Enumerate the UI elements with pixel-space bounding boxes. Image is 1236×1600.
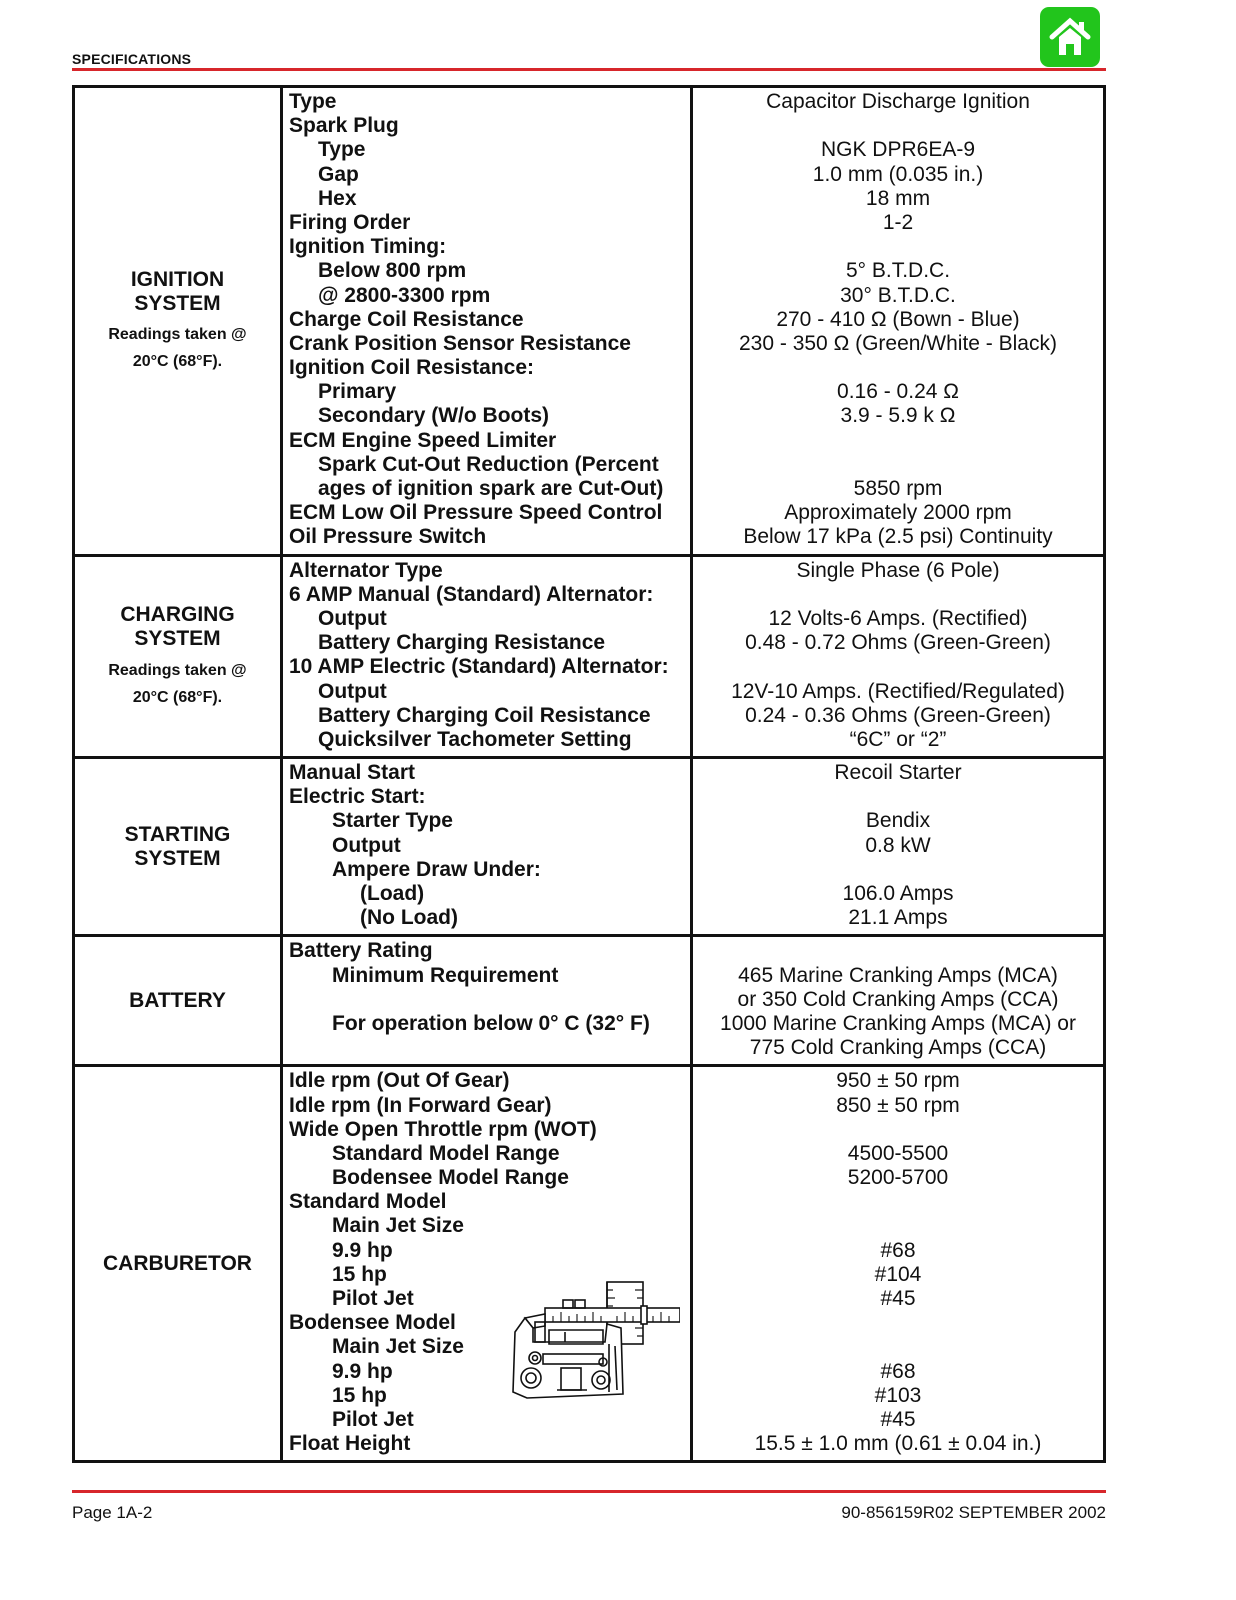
category-title-line: BATTERY [129,988,226,1012]
spec-label-column [283,937,693,1064]
spec-label: Crank Position Sensor Resistance [289,331,631,355]
spec-label: 6 AMP Manual (Standard) Alternator: [289,582,654,606]
spec-label: Ignition Coil Resistance: [289,356,535,380]
category-title-line: IGNITION [130,267,225,291]
section-category [75,88,283,554]
spec-value [693,785,1103,809]
spec-value [693,1214,1103,1238]
spec-value [693,114,1103,138]
spec-label: Oil Pressure Switch [289,525,487,549]
spec-value: 30° B.T.D.C. [840,283,956,307]
spec-label: Quicksilver Tachometer Setting [318,727,632,751]
category-title-line: SYSTEM [134,846,221,870]
spec-label: 10 AMP Electric (Standard) Alternator: [289,655,669,679]
spec-value-column [693,937,1103,1064]
page-header-title: SPECIFICATIONS [72,51,192,67]
category-note-line: 20°C (68°F). [132,688,223,706]
spec-value: 15.5 ± 1.0 mm (0.61 ± 0.04 in.) [754,1432,1042,1456]
spec-label: ages of ignition spark are Cut-Out) [318,477,664,500]
spec-label: Gap [318,162,359,186]
spec-value: or 350 Cold Cranking Amps (CCA) [737,987,1059,1011]
spec-label: Bodensee Model [289,1311,456,1335]
spec-value: 0.24 - 0.36 Ohms (Green-Green) [745,703,1051,727]
spec-label: Standard Model Range [332,1141,560,1165]
footer-rule [72,1490,1106,1493]
spec-label: Idle rpm (In Forward Gear) [289,1093,552,1117]
spec-value [693,1335,1103,1359]
spec-label: Starter Type [332,809,453,833]
spec-label: 15 hp [332,1383,387,1407]
spec-label: Float Height [289,1432,411,1456]
carburetor-illustration-container [505,1262,680,1407]
spec-label: Spark Plug [289,114,399,138]
spec-value: Approximately 2000 rpm [784,501,1012,525]
spec-value [693,1118,1103,1142]
spec-value-column [693,88,1103,554]
spec-label: Idle rpm (Out Of Gear) [289,1069,510,1093]
spec-value: Bendix [865,809,931,833]
spec-section-charging-system [75,554,1103,757]
spec-label [289,1036,690,1060]
spec-value [693,453,1103,477]
spec-value: 21.1 Amps [848,906,948,930]
spec-value [693,583,1103,607]
spec-value: 270 - 410 Ω (Bown - Blue) [776,307,1020,331]
spec-label: Battery Charging Coil Resistance [318,703,651,727]
spec-value: “6C” or “2” [849,727,947,751]
spec-value [693,429,1103,453]
spec-label-column [283,759,693,934]
spec-label-column [283,1067,693,1460]
spec-label: Wide Open Throttle rpm (WOT) [289,1117,597,1141]
spec-label: @ 2800-3300 rpm [318,283,491,307]
spec-label: Below 800 rpm [318,259,467,283]
spec-label: Firing Order [289,210,411,234]
spec-value: #45 [880,1407,916,1431]
category-note-line: Readings taken @ [108,661,247,679]
spec-value: 5° B.T.D.C. [845,259,951,283]
spec-label: (No Load) [360,906,458,930]
spec-label: Ignition Timing: [289,235,447,259]
spec-value: 0.16 - 0.24 Ω [837,380,959,404]
spec-section-starting-system [75,756,1103,934]
spec-label: Alternator Type [289,558,443,582]
spec-value: #103 [874,1383,922,1407]
spec-value: 5850 rpm [853,477,943,500]
spec-value [693,939,1103,963]
spec-label: Spark Cut-Out Reduction (Percent [318,452,659,476]
spec-value: 1.0 mm (0.035 in.) [812,162,984,186]
spec-label: Main Jet Size [332,1335,464,1359]
spec-label: ECM Engine Speed Limiter [289,428,557,452]
spec-value: Recoil Starter [834,761,962,785]
spec-value: 775 Cold Cranking Amps (CCA) [749,1036,1047,1060]
category-title-line: SYSTEM [134,627,221,651]
category-title-line: CARBURETOR [103,1251,252,1275]
home-button[interactable] [1040,7,1100,67]
footer-page-number: Page 1A-2 [72,1503,153,1522]
spec-label: Secondary (W/o Boots) [318,404,550,428]
spec-label: ECM Low Oil Pressure Speed Control [289,501,663,525]
spec-label: Charge Coil Resistance [289,307,524,331]
spec-value: 12 Volts-6 Amps. (Rectified) [768,606,1028,630]
spec-label: Type [318,138,366,162]
spec-value [693,858,1103,882]
spec-value: 465 Marine Cranking Amps (MCA) [738,963,1058,987]
spec-label: For operation below 0° C (32° F) [332,1011,650,1035]
spec-value [693,655,1103,679]
spec-value [693,235,1103,259]
category-title-line: STARTING [124,822,231,846]
spec-value: #68 [880,1359,916,1383]
category-title-line: SYSTEM [134,291,221,315]
spec-value: 5200-5700 [847,1166,949,1190]
spec-label: Output [318,679,387,703]
spec-label: Standard Model [289,1190,447,1214]
spec-label: Electric Start: [289,785,426,809]
spec-label: Manual Start [289,761,416,785]
spec-value: 0.8 kW [865,833,931,857]
spec-value: 950 ± 50 rpm [836,1069,960,1093]
spec-label: Ampere Draw Under: [332,857,541,881]
section-category [75,937,283,1064]
spec-value: Capacitor Discharge Ignition [766,90,1030,113]
spec-value: #68 [880,1238,916,1262]
spec-label [289,988,690,1012]
spec-value: Single Phase (6 Pole) [796,558,1000,582]
spec-value: 1-2 [882,210,914,234]
spec-label: Output [332,833,401,857]
spec-value [693,1311,1103,1335]
spec-value: #45 [880,1287,916,1310]
spec-value: 3.9 - 5.9 k Ω [840,404,956,428]
specifications-table [72,85,1106,1463]
spec-label: Minimum Requirement [332,963,559,987]
spec-value-column [693,1067,1103,1460]
carburetor-illustration [505,1262,680,1402]
spec-value: 4500-5500 [847,1141,949,1165]
spec-value: 0.48 - 0.72 Ohms (Green-Green) [745,631,1051,655]
spec-value-column [693,557,1103,757]
spec-label-column [283,557,693,757]
spec-value: 230 - 350 Ω (Green/White - Black) [739,331,1057,355]
spec-value: NGK DPR6EA-9 [820,138,976,162]
spec-value: Below 17 kPa (2.5 psi) Continuity [743,525,1053,549]
spec-value: 850 ± 50 rpm [836,1093,960,1117]
spec-value [693,356,1103,380]
spec-section-battery [75,934,1103,1064]
spec-label: Pilot Jet [332,1407,414,1431]
home-icon [1048,15,1092,59]
spec-label: Type [289,90,337,113]
spec-label: (Load) [360,882,425,905]
spec-label: Battery Rating [289,939,433,963]
spec-label: Bodensee Model Range [332,1166,569,1190]
spec-label-column [283,88,693,554]
section-category [75,557,283,757]
spec-label: Pilot Jet [332,1287,414,1310]
spec-value [693,1190,1103,1214]
spec-value: #104 [874,1262,922,1286]
spec-label: Hex [318,186,357,210]
spec-label: Output [318,606,387,630]
spec-label: Main Jet Size [332,1214,464,1238]
spec-value-column [693,759,1103,934]
spec-label: Battery Charging Resistance [318,631,606,655]
footer-document-reference: 90-856159R02 SEPTEMBER 2002 [841,1503,1106,1522]
category-note-line: 20°C (68°F). [132,352,223,370]
section-category [75,1067,283,1460]
spec-section-carburetor [75,1064,1103,1460]
spec-value: 1000 Marine Cranking Amps (MCA) or [720,1011,1076,1035]
header-rule [72,68,1106,71]
spec-value: 12V-10 Amps. (Rectified/Regulated) [731,679,1065,703]
spec-value: 18 mm [865,186,931,210]
spec-label: 15 hp [332,1262,387,1286]
spec-section-ignition-system [75,88,1103,554]
category-title-line: CHARGING [120,603,235,627]
spec-label: Primary [318,380,397,404]
spec-label: 9.9 hp [332,1359,393,1383]
spec-label: 9.9 hp [332,1238,393,1262]
section-category [75,759,283,934]
spec-value: 106.0 Amps [842,882,954,905]
category-note-line: Readings taken @ [108,325,247,343]
